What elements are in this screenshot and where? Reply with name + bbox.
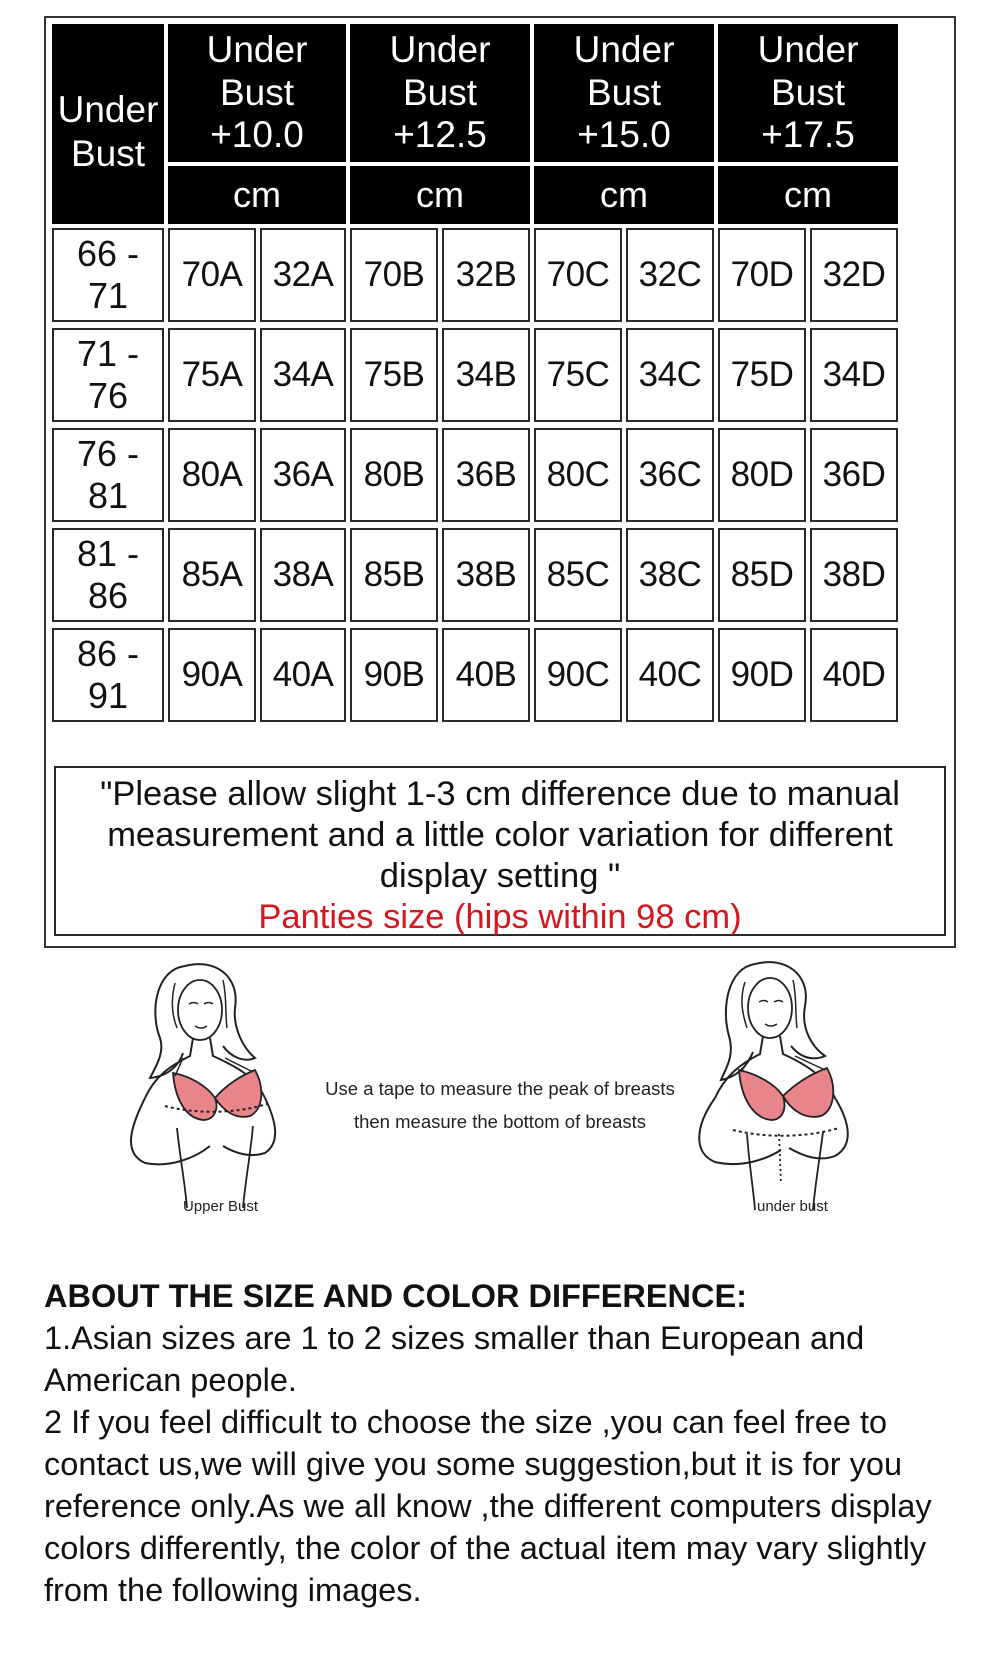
bra-size-cell: 90C	[534, 628, 622, 722]
under-bust-range	[52, 228, 164, 322]
bra-size-cell: 85D	[718, 528, 806, 622]
bra-size-cell: 34D	[810, 328, 898, 422]
range-line: 86 -	[76, 632, 140, 674]
column-header-10	[168, 24, 346, 162]
range-line: 71 -	[76, 332, 140, 374]
bra-size-cell: 75C	[534, 328, 622, 422]
note-line: "Please allow slight 1-3 cm difference due to manual	[100, 775, 900, 813]
bra-size-cell: 34A	[260, 328, 346, 422]
about-paragraph-1: 1.Asian sizes are 1 to 2 sizes smaller than European and American people.	[44, 1320, 865, 1398]
bra-size-cell: 38B	[442, 528, 530, 622]
bra-size-cell: 80C	[534, 428, 622, 522]
woman-measuring-under-bust-icon	[683, 958, 883, 1218]
bra-size-cell: 90D	[718, 628, 806, 722]
column-header-line: Under	[573, 28, 675, 70]
column-header-line: +17.5	[761, 114, 855, 156]
under-bust-corner-header	[52, 24, 164, 224]
bra-size-cell: 38C	[626, 528, 714, 622]
bra-size-cell: 36C	[626, 428, 714, 522]
instruction-line: then measure the bottom of breasts	[353, 1111, 647, 1132]
about-paragraph-2: 2 If you feel difficult to choose the size ,you can feel free to contact us,we will give you some suggestion,but it is for you reference only.As we all know ,the different computers display colors differently, the color of the actual item may vary slightly from the following images.	[44, 1404, 932, 1608]
bra-size-cell: 75B	[350, 328, 438, 422]
column-header-line: Bust	[402, 71, 478, 113]
under-bust-range	[52, 628, 164, 722]
panties-size-note: Panties size (hips within 98 cm)	[258, 898, 742, 936]
bra-size-cell: 85A	[168, 528, 256, 622]
bra-size-cell: 40D	[810, 628, 898, 722]
bra-size-cell: 40B	[442, 628, 530, 722]
bra-size-cell: 70B	[350, 228, 438, 322]
woman-measuring-upper-bust-icon	[115, 958, 315, 1218]
unit-label: cm	[350, 166, 530, 224]
bra-size-cell: 75A	[168, 328, 256, 422]
column-header-line: Bust	[586, 71, 662, 113]
bra-size-cell: 34C	[626, 328, 714, 422]
bra-size-cell: 40C	[626, 628, 714, 722]
under-bust-range	[52, 528, 164, 622]
column-header-line: +10.0	[210, 114, 304, 156]
upper-bust-caption: Upper Bust	[183, 1198, 259, 1215]
note-line: display setting "	[379, 857, 621, 895]
measuring-instruction	[300, 1072, 700, 1138]
range-line: 76	[87, 375, 129, 416]
bra-size-cell: 85C	[534, 528, 622, 622]
range-line: 81	[87, 475, 129, 516]
measurement-note	[54, 766, 946, 936]
bra-size-cell: 70A	[168, 228, 256, 322]
bra-size-cell: 36B	[442, 428, 530, 522]
unit-label: cm	[534, 166, 714, 224]
bra-size-cell: 70C	[534, 228, 622, 322]
column-header-line: Bust	[770, 71, 846, 113]
bra-size-cell: 90A	[168, 628, 256, 722]
bra-size-cell: 36A	[260, 428, 346, 522]
bra-size-cell: 38A	[260, 528, 346, 622]
note-line: measurement and a little color variation for different	[107, 816, 893, 854]
range-line: 76 -	[76, 432, 140, 474]
bra-size-cell: 75D	[718, 328, 806, 422]
under-bust-caption: under bust	[757, 1198, 828, 1215]
corner-header-line: Bust	[70, 132, 146, 174]
column-header-line: +15.0	[577, 114, 671, 156]
bra-size-cell: 32C	[626, 228, 714, 322]
range-line: 86	[87, 575, 129, 616]
bra-size-cell: 38D	[810, 528, 898, 622]
bra-size-cell: 32A	[260, 228, 346, 322]
range-line: 91	[87, 675, 129, 716]
bra-size-cell: 85B	[350, 528, 438, 622]
range-line: 81 -	[76, 532, 140, 574]
bra-size-cell: 80D	[718, 428, 806, 522]
bra-size-cell: 36D	[810, 428, 898, 522]
range-line: 71	[87, 275, 129, 316]
bra-size-cell: 90B	[350, 628, 438, 722]
unit-label: cm	[168, 166, 346, 224]
bra-size-cell: 70D	[718, 228, 806, 322]
column-header-17-5	[718, 24, 898, 162]
column-header-15	[534, 24, 714, 162]
under-bust-range	[52, 428, 164, 522]
column-header-line: Under	[206, 28, 308, 70]
under-bust-range	[52, 328, 164, 422]
bra-size-cell: 80B	[350, 428, 438, 522]
bra-size-cell: 80A	[168, 428, 256, 522]
bra-size-cell: 34B	[442, 328, 530, 422]
size-chart	[44, 16, 956, 948]
instruction-line: Use a tape to measure the peak of breasts	[325, 1078, 675, 1099]
column-header-line: Bust	[219, 71, 295, 113]
bra-size-cell: 40A	[260, 628, 346, 722]
column-header-line: Under	[757, 28, 859, 70]
column-header-line: Under	[389, 28, 491, 70]
range-line: 66 -	[76, 232, 140, 274]
bra-size-cell: 32D	[810, 228, 898, 322]
size-color-difference-section	[44, 1275, 964, 1611]
column-header-line: +12.5	[393, 114, 487, 156]
about-title: ABOUT THE SIZE AND COLOR DIFFERENCE:	[44, 1278, 747, 1314]
bra-size-cell: 32B	[442, 228, 530, 322]
corner-header-line: Under	[57, 89, 159, 130]
unit-label: cm	[718, 166, 898, 224]
column-header-12-5	[350, 24, 530, 162]
